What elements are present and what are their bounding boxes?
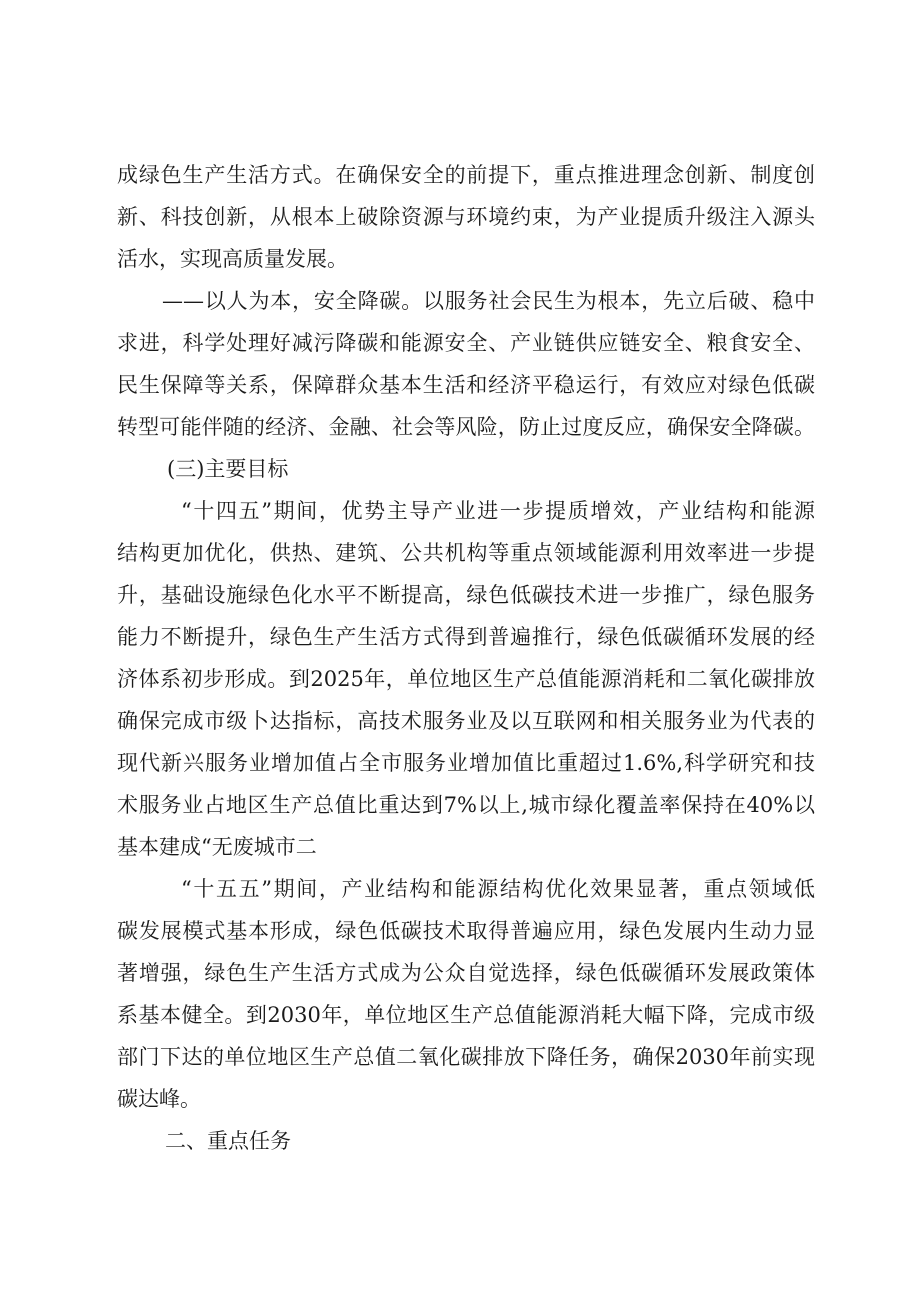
paragraph-line: 活水，实现高质量发展。 — [117, 247, 348, 271]
heading-line: (三)主要目标 — [167, 457, 289, 481]
paragraph-line: 转型可能伴随的经济、金融、社会等风险，防止过度反应，确保安全降碳。 — [117, 415, 815, 439]
paragraph-line: 能力不断提升，绿色生产生活方式得到普遍推行，绿色低碳循环发展的经 — [117, 625, 815, 649]
section-heading-key-tasks — [117, 1120, 815, 1162]
paragraph-line: 术服务业占地区生产总值比重达到7%以上,城市绿化覆盖率保持在40%以 — [117, 793, 815, 817]
paragraph-line: 系基本健全。到2030年，单位地区生产总值能源消耗大幅下降，完成市级 — [117, 1003, 815, 1027]
paragraph-line: 升，基础设施绿色化水平不断提高，绿色低碳技术进一步推广，绿色服务 — [117, 583, 815, 607]
paragraph-line: 成绿色生产生活方式。在确保安全的前提下，重点推进理念创新、制度创 — [117, 163, 815, 187]
paragraph-line: 现代新兴服务业增加值占全市服务业增加值比重超过1.6%,科学研究和技 — [117, 751, 815, 775]
paragraph-line: 部门下达的单位地区生产总值二氧化碳排放下降任务，确保2030年前实现 — [117, 1045, 815, 1069]
paragraph-line: 济体系初步形成。到2025年，单位地区生产总值能源消耗和二氧化碳排放 — [117, 667, 815, 691]
paragraph-14th-five-year — [117, 490, 815, 868]
paragraph-line: 碳达峰。 — [117, 1087, 201, 1111]
subsection-heading-main-goals — [117, 448, 815, 490]
paragraph-line: 基本建成“无废城市二 — [117, 835, 317, 859]
paragraph-green-lifestyle-continuation — [117, 154, 815, 280]
paragraph-line: ——以人为本，安全降碳。以服务社会民生为根本，先立后破、稳中 — [162, 289, 815, 313]
paragraph-line: 新、科技创新，从根本上破除资源与环境约束，为产业提质升级注入源头 — [117, 205, 815, 229]
heading-line: 二、重点任务 — [165, 1129, 291, 1153]
paragraph-line: 民生保障等关系，保障群众基本生活和经济平稳运行，有效应对绿色低碳 — [117, 373, 815, 397]
paragraph-line: “十四五”期间，优势主导产业进一步提质增效，产业结构和能源 — [181, 499, 815, 523]
paragraph-line: 碳发展模式基本形成，绿色低碳技术取得普遍应用，绿色发展内生动力显 — [117, 919, 815, 943]
paragraph-line: “十五五”期间，产业结构和能源结构优化效果显著，重点领域低 — [181, 877, 815, 901]
paragraph-15th-five-year — [117, 868, 815, 1120]
paragraph-line: 结构更加优化，供热、建筑、公共机构等重点领域能源利用效率进一步提 — [117, 541, 815, 565]
paragraph-line: 著增强，绿色生产生活方式成为公众自觉选择，绿色低碳循环发展政策体 — [117, 961, 815, 985]
document-body — [117, 154, 815, 1162]
paragraph-line: 求进，科学处理好减污降碳和能源安全、产业链供应链安全、粮食安全、 — [117, 331, 815, 355]
paragraph-line: 确保完成市级卜达指标，高技术服务业及以互联网和相关服务业为代表的 — [117, 709, 815, 733]
paragraph-people-oriented — [117, 280, 815, 448]
